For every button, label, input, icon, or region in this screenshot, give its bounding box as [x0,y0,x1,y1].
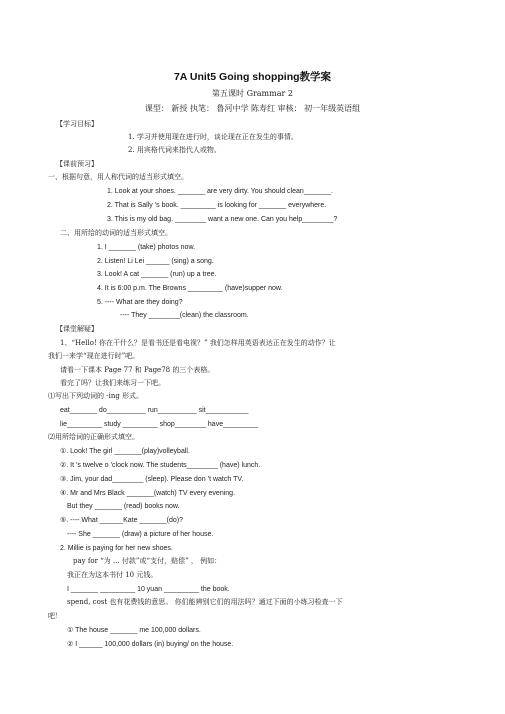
text-line: 二、用所给的动词的适当形式填空。 [60,229,172,237]
text-line: 1. 学习并使用现在进行时，谈论现在正在发生的事情。 [128,133,298,141]
exercise-line: 2. Millie is paying for her new shoes. [60,545,173,552]
section-heading: 【学习目标】 [56,120,98,128]
exercise-line: I _______ _________ 10 yuan _________ the book. [67,586,230,593]
text-line: 我们一来学“现在进行时”吧。 [48,352,140,360]
text-line: spend, cost 也有花费钱的意思。 你们能辨别它们的用法吗？通过下面的小练习检查一下 [67,598,343,606]
exercise-line: lie_________ study _________ shop________ have_________ [60,421,259,428]
lesson-subtitle: 第五课时 Grammar 2 [212,89,293,98]
exercise-line: ②. It ’s twelve o ’clock now. The students________ (have) lunch. [60,462,261,469]
exercise-line: ---- She _______ (draw) a picture of her house. [67,531,214,538]
exercise-line: But they _______ (read) books now. [67,503,180,510]
exercise-line: 5. ---- What are they doing? [97,299,183,306]
text-line: 我正在为这本书付 10 元钱。 [67,571,158,579]
exercise-line: ④. Mr and Mrs Black _______(watch) TV every evening. [60,490,235,497]
text-line: pay for “为 ... 付款”或“支付，赔偿” ， 例如： [73,557,222,565]
section-heading: 【课前预习】 [56,160,98,168]
exercise-line: ⑤. ---- What ______Kate _______(do)? [60,517,184,524]
text-line: 吧！ [48,612,62,620]
exercise-line: 3. Look! A cat _______ (run) up a tree. [97,271,217,278]
exercise-line: 2. Listen! Li Lei ______ (sing) a song. [97,258,214,265]
text-line: 一、根据句意，用人称代词的适当形式填空。 [48,173,188,181]
lesson-meta: 课型： 新授 执笔： 鲁河中学 陈寿红 审核： 初一年级英语组 [144,104,361,113]
page-title: 7A Unit5 Going shopping教学案 [173,71,332,83]
text-line: 看完了吗？让我们来练习一下吧。 [60,379,165,387]
exercise-line: 4. It is 6:00 p.m. The Browns _________ (have)supper now. [97,285,283,292]
text-line: ⑵用所给词的正确形式填空。 [48,433,139,441]
exercise-line: 1. Look at your shoes. _______ are very dirty. You should clean_______. [107,188,333,195]
text-line: 请看一下课本 Page 77 和 Page78 的三个表格。 [60,366,215,374]
text-line: 2. 用宾格代词来指代人或物。 [128,146,221,154]
exercise-line: ③. Jim, your dad________ (sleep). Please don ’t watch TV. [60,476,244,483]
exercise-line: ① The house _______ me 100,000 dollars. [67,627,201,634]
exercise-line: 1. I _______ (take) photos now. [97,244,196,251]
exercise-line: ①. Look! The girl _______(play)volleyball. [60,448,190,455]
exercise-line: ---- They ________(clean) the classroom. [120,312,249,319]
text-line: ⑴写出下列动词的 -ing 形式。 [48,392,144,400]
exercise-line: ② I ______ 100,000 dollars (in) buying/ on the house. [67,641,234,648]
exercise-line: 3. This is my old bag. ________ want a new one. Can you help________? [107,216,338,223]
exercise-line: eat_______ do__________ run__________ sit___________ [60,407,249,414]
section-heading: 【课堂解疑】 [56,325,98,333]
exercise-line: 2. That is Sally ’s book. _________ is looking for _______ everywhere. [107,202,327,209]
text-line: 1、“Hello! 你在干什么？是看书还是看电视？” 我们怎样用英语表达正在发生的动作？让 [60,339,336,347]
